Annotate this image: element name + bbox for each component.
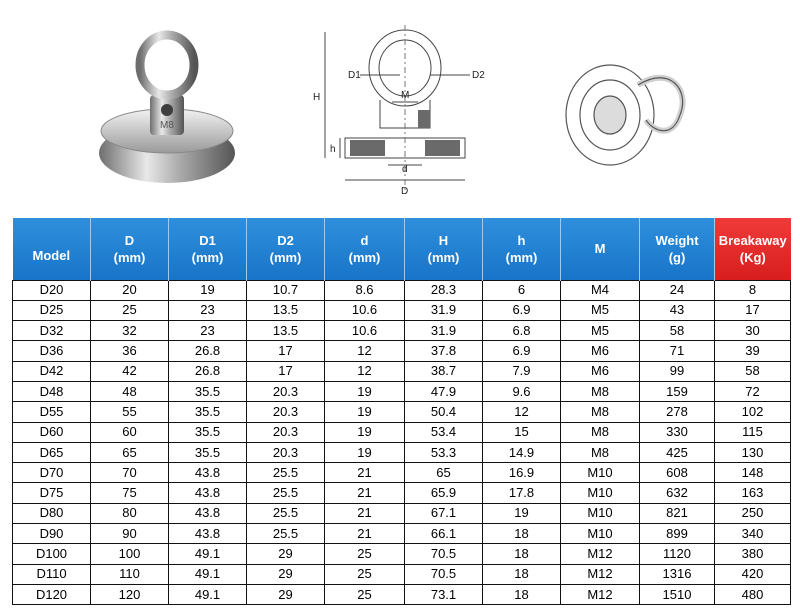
table-cell: 17 bbox=[247, 361, 325, 381]
label-M: M bbox=[401, 90, 410, 101]
table-cell: D90 bbox=[13, 524, 91, 544]
column-header-unit: (Kg) bbox=[739, 249, 766, 265]
table-cell: 48 bbox=[91, 381, 169, 401]
table-cell: 35.5 bbox=[169, 402, 247, 422]
table-cell: 99 bbox=[640, 361, 715, 381]
table-cell: 58 bbox=[715, 361, 791, 381]
table-cell: 20.3 bbox=[247, 442, 325, 462]
table-row bbox=[13, 442, 791, 462]
column-header-label: h bbox=[517, 232, 526, 248]
label-D2: D2 bbox=[472, 70, 485, 81]
table-row bbox=[13, 341, 791, 361]
table-cell: 73.1 bbox=[405, 584, 483, 604]
table-cell: D110 bbox=[13, 564, 91, 584]
table-cell: M8 bbox=[561, 422, 640, 442]
table-cell: 19 bbox=[325, 381, 405, 401]
table-cell: 20.3 bbox=[247, 402, 325, 422]
table-cell: 29 bbox=[247, 544, 325, 564]
table-cell: 17 bbox=[247, 341, 325, 361]
table-cell: 30 bbox=[715, 321, 791, 341]
column-header bbox=[13, 218, 91, 280]
table-cell: 6 bbox=[483, 280, 561, 300]
table-cell: 71 bbox=[640, 341, 715, 361]
base-section-right bbox=[425, 140, 460, 156]
table-cell: 60 bbox=[91, 422, 169, 442]
table-cell: 23 bbox=[169, 321, 247, 341]
table-cell: 38.7 bbox=[405, 361, 483, 381]
table-cell: D36 bbox=[13, 341, 91, 361]
table-cell: 163 bbox=[715, 483, 791, 503]
table-cell: 49.1 bbox=[169, 564, 247, 584]
table-cell: 20.3 bbox=[247, 381, 325, 401]
table-cell: 15 bbox=[483, 422, 561, 442]
table-cell: 19 bbox=[325, 442, 405, 462]
table-cell: D60 bbox=[13, 422, 91, 442]
table-cell: 340 bbox=[715, 524, 791, 544]
table-cell: 29 bbox=[247, 564, 325, 584]
table-cell: 19 bbox=[169, 280, 247, 300]
table-cell: D55 bbox=[13, 402, 91, 422]
table-cell: M6 bbox=[561, 361, 640, 381]
table-cell: 25 bbox=[91, 300, 169, 320]
column-header-label: D1 bbox=[199, 232, 216, 248]
table-cell: 53.3 bbox=[405, 442, 483, 462]
table-cell: 35.5 bbox=[169, 381, 247, 401]
column-header-unit: (mm) bbox=[427, 249, 460, 265]
table-cell: M12 bbox=[561, 564, 640, 584]
table-cell: 899 bbox=[640, 524, 715, 544]
table-cell: 21 bbox=[325, 483, 405, 503]
table-cell: 66.1 bbox=[405, 524, 483, 544]
table-cell: 420 bbox=[715, 564, 791, 584]
table-cell: 18 bbox=[483, 564, 561, 584]
column-header bbox=[715, 218, 791, 280]
table-cell: M12 bbox=[561, 584, 640, 604]
table-row bbox=[13, 584, 791, 604]
table-cell: D80 bbox=[13, 503, 91, 523]
column-header-label: d bbox=[360, 232, 369, 248]
table-cell: 72 bbox=[715, 381, 791, 401]
table-cell: 9.6 bbox=[483, 381, 561, 401]
table-cell: 39 bbox=[715, 341, 791, 361]
table-cell: 24 bbox=[640, 280, 715, 300]
table-cell: 21 bbox=[325, 524, 405, 544]
table-cell: 821 bbox=[640, 503, 715, 523]
table-cell: 43.8 bbox=[169, 524, 247, 544]
column-header bbox=[91, 218, 169, 280]
table-cell: 10.6 bbox=[325, 321, 405, 341]
table-cell: 8.6 bbox=[325, 280, 405, 300]
table-row bbox=[13, 280, 791, 300]
table-cell: 425 bbox=[640, 442, 715, 462]
table-body bbox=[13, 280, 791, 605]
neck-section bbox=[418, 110, 430, 128]
table-cell: 14.9 bbox=[483, 442, 561, 462]
table-cell: D42 bbox=[13, 361, 91, 381]
table-cell: D20 bbox=[13, 280, 91, 300]
table-cell: 6.8 bbox=[483, 321, 561, 341]
table-cell: 70.5 bbox=[405, 564, 483, 584]
column-header bbox=[483, 218, 561, 280]
table-cell: 65 bbox=[405, 463, 483, 483]
table-cell: 58 bbox=[640, 321, 715, 341]
table-cell: 65 bbox=[91, 442, 169, 462]
table-cell: D75 bbox=[13, 483, 91, 503]
column-header-label: D bbox=[124, 232, 135, 248]
magnet-photo bbox=[92, 25, 247, 190]
technical-drawing bbox=[300, 20, 510, 200]
table-cell: 7.9 bbox=[483, 361, 561, 381]
table-cell: D25 bbox=[13, 300, 91, 320]
table-cell: 35.5 bbox=[169, 442, 247, 462]
table-cell: 28.3 bbox=[405, 280, 483, 300]
table-cell: 608 bbox=[640, 463, 715, 483]
table-cell: 12 bbox=[325, 341, 405, 361]
table-cell: 110 bbox=[91, 564, 169, 584]
table-cell: M10 bbox=[561, 483, 640, 503]
table-cell: 18 bbox=[483, 544, 561, 564]
label-H: H bbox=[313, 92, 321, 103]
table-cell: M8 bbox=[561, 402, 640, 422]
table-cell: 75 bbox=[91, 483, 169, 503]
table-row bbox=[13, 463, 791, 483]
table-cell: M10 bbox=[561, 524, 640, 544]
table-cell: 37.8 bbox=[405, 341, 483, 361]
table-cell: 29 bbox=[247, 584, 325, 604]
table-cell: 43 bbox=[640, 300, 715, 320]
table-cell: 8 bbox=[715, 280, 791, 300]
table-cell: M8 bbox=[561, 381, 640, 401]
table-cell: 80 bbox=[91, 503, 169, 523]
table-cell: 21 bbox=[325, 503, 405, 523]
table-row bbox=[13, 381, 791, 401]
table-cell: 70 bbox=[91, 463, 169, 483]
column-header-unit: (mm) bbox=[113, 249, 146, 265]
table-cell: 20.3 bbox=[247, 422, 325, 442]
column-header-unit: (mm) bbox=[348, 249, 381, 265]
column-header-label: Model bbox=[32, 248, 71, 264]
table-cell: 25.5 bbox=[247, 483, 325, 503]
table-cell: 16.9 bbox=[483, 463, 561, 483]
table-row bbox=[13, 402, 791, 422]
table-cell: D48 bbox=[13, 381, 91, 401]
table-cell: 42 bbox=[91, 361, 169, 381]
table-cell: 31.9 bbox=[405, 321, 483, 341]
table-cell: 70.5 bbox=[405, 544, 483, 564]
table-cell: 19 bbox=[325, 402, 405, 422]
table-cell: 18 bbox=[483, 584, 561, 604]
label-d: d bbox=[402, 164, 408, 175]
product-illustrations bbox=[0, 0, 800, 212]
table-cell: 6.9 bbox=[483, 300, 561, 320]
table-cell: D100 bbox=[13, 544, 91, 564]
table-cell: 35.5 bbox=[169, 422, 247, 442]
table-cell: M4 bbox=[561, 280, 640, 300]
table-cell: D32 bbox=[13, 321, 91, 341]
photo-thread-label: M8 bbox=[160, 120, 174, 131]
table-cell: 120 bbox=[91, 584, 169, 604]
table-cell: 43.8 bbox=[169, 483, 247, 503]
column-header-label: M bbox=[594, 241, 606, 257]
table-cell: 1120 bbox=[640, 544, 715, 564]
table-cell: 1510 bbox=[640, 584, 715, 604]
table-cell: 330 bbox=[640, 422, 715, 442]
table-cell: 90 bbox=[91, 524, 169, 544]
table-row bbox=[13, 300, 791, 320]
eyebolt-ring bbox=[140, 35, 194, 95]
column-header-label: Weight bbox=[655, 232, 699, 248]
table-cell: 10.7 bbox=[247, 280, 325, 300]
column-header bbox=[561, 218, 640, 280]
table-cell: 1316 bbox=[640, 564, 715, 584]
table-cell: 12 bbox=[483, 402, 561, 422]
table-cell: 6.9 bbox=[483, 341, 561, 361]
spec-table bbox=[12, 218, 791, 605]
table-cell: 100 bbox=[91, 544, 169, 564]
table-cell: 25 bbox=[325, 584, 405, 604]
column-header-label: Breakaway bbox=[718, 232, 787, 248]
table-cell: D65 bbox=[13, 442, 91, 462]
table-cell: 31.9 bbox=[405, 300, 483, 320]
table-cell: D120 bbox=[13, 584, 91, 604]
column-header-unit: (mm) bbox=[269, 249, 302, 265]
table-cell: 148 bbox=[715, 463, 791, 483]
table-cell: 25 bbox=[325, 544, 405, 564]
table-row bbox=[13, 564, 791, 584]
table-cell: 13.5 bbox=[247, 300, 325, 320]
table-cell: D70 bbox=[13, 463, 91, 483]
table-cell: 25.5 bbox=[247, 524, 325, 544]
table-cell: 12 bbox=[325, 361, 405, 381]
column-header bbox=[247, 218, 325, 280]
table-cell: M12 bbox=[561, 544, 640, 564]
table-cell: M10 bbox=[561, 503, 640, 523]
column-header-unit: (mm) bbox=[191, 249, 224, 265]
table-row bbox=[13, 321, 791, 341]
table-cell: 25.5 bbox=[247, 503, 325, 523]
table-cell: 25.5 bbox=[247, 463, 325, 483]
magnet-3d-render bbox=[560, 60, 690, 170]
table-row bbox=[13, 524, 791, 544]
table-cell: 278 bbox=[640, 402, 715, 422]
table-cell: 47.9 bbox=[405, 381, 483, 401]
column-header-unit: (g) bbox=[668, 249, 686, 265]
table-cell: 23 bbox=[169, 300, 247, 320]
table-row bbox=[13, 422, 791, 442]
base-section-left bbox=[350, 140, 385, 156]
table-cell: M5 bbox=[561, 321, 640, 341]
table-cell: 65.9 bbox=[405, 483, 483, 503]
table-cell: 380 bbox=[715, 544, 791, 564]
table-cell: 19 bbox=[483, 503, 561, 523]
table-cell: 115 bbox=[715, 422, 791, 442]
table-cell: 50.4 bbox=[405, 402, 483, 422]
table-cell: 32 bbox=[91, 321, 169, 341]
table-cell: 55 bbox=[91, 402, 169, 422]
label-D1: D1 bbox=[348, 70, 361, 81]
column-header-label: D2 bbox=[277, 232, 294, 248]
table-cell: 18 bbox=[483, 524, 561, 544]
column-header bbox=[169, 218, 247, 280]
table-cell: 19 bbox=[325, 422, 405, 442]
column-header bbox=[405, 218, 483, 280]
table-cell: M10 bbox=[561, 463, 640, 483]
table-cell: 26.8 bbox=[169, 361, 247, 381]
table-header-row bbox=[13, 218, 791, 280]
table-cell: 632 bbox=[640, 483, 715, 503]
table-cell: 25 bbox=[325, 564, 405, 584]
table-cell: 159 bbox=[640, 381, 715, 401]
table-cell: 17.8 bbox=[483, 483, 561, 503]
table-cell: 26.8 bbox=[169, 341, 247, 361]
table-row bbox=[13, 361, 791, 381]
table-cell: 49.1 bbox=[169, 544, 247, 564]
table-cell: M8 bbox=[561, 442, 640, 462]
table-cell: 21 bbox=[325, 463, 405, 483]
table-cell: 43.8 bbox=[169, 463, 247, 483]
column-header bbox=[325, 218, 405, 280]
table-cell: 49.1 bbox=[169, 584, 247, 604]
render-core bbox=[594, 96, 626, 134]
table-cell: 36 bbox=[91, 341, 169, 361]
eyebolt-hole bbox=[161, 104, 173, 116]
table-cell: 53.4 bbox=[405, 422, 483, 442]
table-cell: 130 bbox=[715, 442, 791, 462]
table-cell: M6 bbox=[561, 341, 640, 361]
table-cell: 13.5 bbox=[247, 321, 325, 341]
table-cell: 17 bbox=[715, 300, 791, 320]
table-cell: 43.8 bbox=[169, 503, 247, 523]
label-D: D bbox=[401, 186, 409, 197]
table-cell: 480 bbox=[715, 584, 791, 604]
table-cell: 67.1 bbox=[405, 503, 483, 523]
table-cell: 102 bbox=[715, 402, 791, 422]
table-cell: 20 bbox=[91, 280, 169, 300]
column-header-label: H bbox=[438, 232, 449, 248]
column-header bbox=[640, 218, 715, 280]
column-header-unit: (mm) bbox=[505, 249, 538, 265]
table-row bbox=[13, 544, 791, 564]
table-row bbox=[13, 483, 791, 503]
table-row bbox=[13, 503, 791, 523]
table-cell: 250 bbox=[715, 503, 791, 523]
label-h: h bbox=[330, 144, 336, 155]
table-cell: M5 bbox=[561, 300, 640, 320]
table-cell: 10.6 bbox=[325, 300, 405, 320]
